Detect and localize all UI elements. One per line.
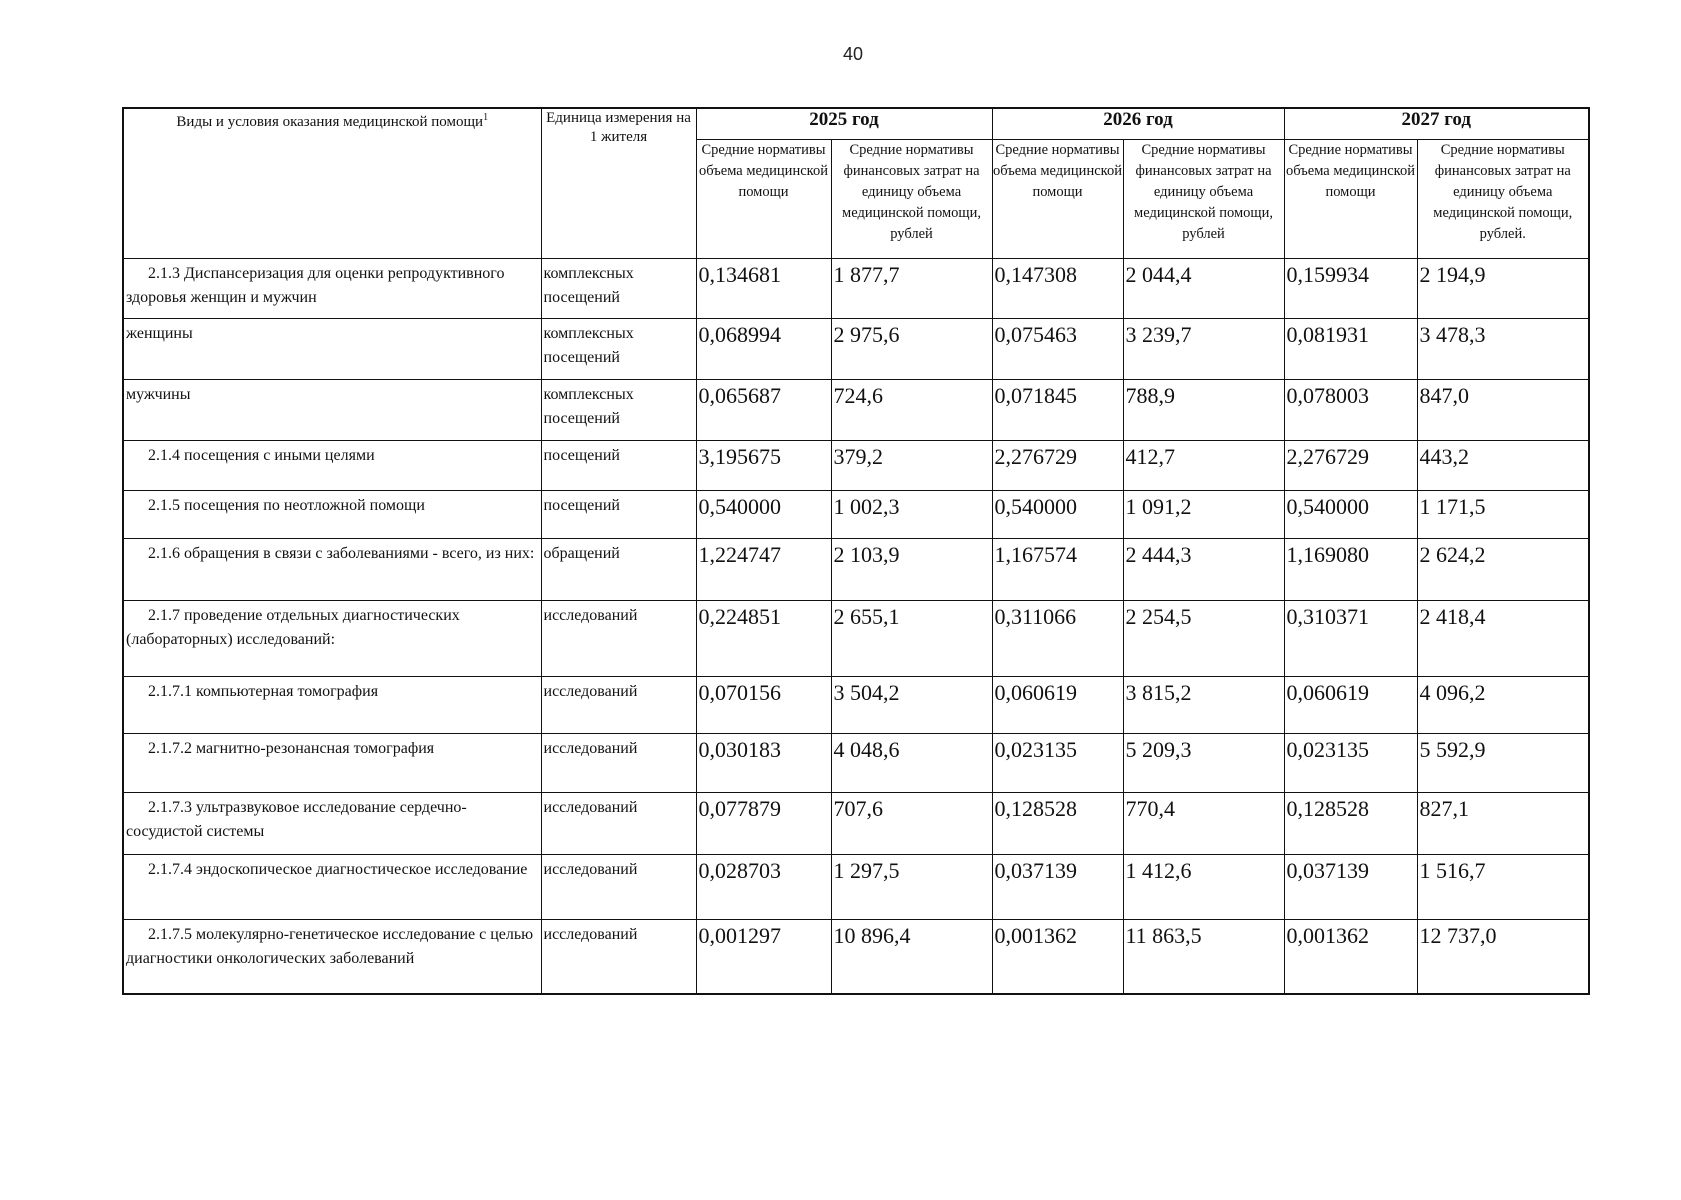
norms-table — [122, 107, 1590, 995]
row-unit: исследований — [541, 920, 696, 994]
header-service-text: Виды и условия оказания медицинской помощи — [176, 114, 484, 130]
cost-2027: 1 516,7 — [1417, 855, 1589, 920]
cost-2027: 847,0 — [1417, 380, 1589, 441]
row-service-cell — [123, 601, 541, 677]
volume-2025: 0,070156 — [696, 677, 831, 734]
cost-2025: 4 048,6 — [831, 734, 992, 793]
volume-2026: 0,071845 — [992, 380, 1123, 441]
cost-2026: 2 044,4 — [1123, 259, 1284, 319]
page-number: 40 — [842, 44, 864, 64]
cost-2027: 4 096,2 — [1417, 677, 1589, 734]
volume-2025: 0,540000 — [696, 491, 831, 539]
row-service-cell — [123, 793, 541, 855]
table-row — [123, 601, 1589, 677]
cost-2027: 2 624,2 — [1417, 539, 1589, 601]
row-service-label: 2.1.7.3 ультразвуковое исследование сердечно-сосудистой системы — [126, 799, 467, 840]
table-row — [123, 259, 1589, 319]
header-service-footnote: 1 — [483, 112, 489, 123]
cost-2026: 3 815,2 — [1123, 677, 1284, 734]
cost-2025: 1 297,5 — [831, 855, 992, 920]
volume-2027: 0,001362 — [1284, 920, 1417, 994]
row-service-cell — [123, 319, 541, 380]
cost-2026: 5 209,3 — [1123, 734, 1284, 793]
row-service-label: 2.1.7.1 компьютерная томография — [148, 683, 379, 700]
volume-2025: 0,134681 — [696, 259, 831, 319]
volume-2025: 0,001297 — [696, 920, 831, 994]
row-service-label: 2.1.6 обращения в связи с заболеваниями - всего, из них: — [148, 545, 535, 562]
header-unit: Единица измерения на 1 жителя — [541, 108, 696, 259]
table-row — [123, 793, 1589, 855]
cost-2026: 2 254,5 — [1123, 601, 1284, 677]
row-unit: комплексных посещений — [541, 380, 696, 441]
volume-2027: 1,169080 — [1284, 539, 1417, 601]
row-service-label: 2.1.4 посещения с иными целями — [148, 447, 375, 464]
row-service-label: 2.1.7 проведение отдельных диагностических (лабораторных) исследований: — [126, 607, 460, 648]
row-service-cell — [123, 539, 541, 601]
row-service-cell — [123, 734, 541, 793]
header-cost-2026: Средние нормативы финансовых затрат на единицу объема медицинской помощи, рублей — [1123, 140, 1284, 259]
row-service-label: 2.1.7.2 магнитно-резонансная томография — [148, 740, 435, 757]
cost-2026: 788,9 — [1123, 380, 1284, 441]
header-year-2026: 2026 год — [992, 108, 1284, 140]
cost-2026: 3 239,7 — [1123, 319, 1284, 380]
volume-2025: 3,195675 — [696, 441, 831, 491]
row-service-label: 2.1.7.5 молекулярно-генетическое исследование с целью диагностики онкологических заболеваний — [126, 926, 534, 967]
row-service-label: 2.1.5 посещения по неотложной помощи — [148, 497, 425, 514]
volume-2027: 0,540000 — [1284, 491, 1417, 539]
cost-2026: 11 863,5 — [1123, 920, 1284, 994]
header-volume-2027: Средние нормативы объема медицинской помощи — [1284, 140, 1417, 259]
header-volume-2025: Средние нормативы объема медицинской помощи — [696, 140, 831, 259]
cost-2026: 770,4 — [1123, 793, 1284, 855]
table-row — [123, 491, 1589, 539]
cost-2026: 2 444,3 — [1123, 539, 1284, 601]
volume-2026: 0,128528 — [992, 793, 1123, 855]
row-service-label: женщины — [126, 325, 193, 342]
volume-2026: 0,001362 — [992, 920, 1123, 994]
volume-2027: 0,023135 — [1284, 734, 1417, 793]
row-unit: посещений — [541, 491, 696, 539]
row-unit: посещений — [541, 441, 696, 491]
table-row — [123, 380, 1589, 441]
volume-2026: 0,540000 — [992, 491, 1123, 539]
table-row — [123, 734, 1589, 793]
volume-2026: 0,060619 — [992, 677, 1123, 734]
volume-2027: 0,037139 — [1284, 855, 1417, 920]
volume-2027: 0,310371 — [1284, 601, 1417, 677]
volume-2027: 0,060619 — [1284, 677, 1417, 734]
header-volume-2026: Средние нормативы объема медицинской помощи — [992, 140, 1123, 259]
volume-2027: 2,276729 — [1284, 441, 1417, 491]
cost-2026: 412,7 — [1123, 441, 1284, 491]
cost-2026: 1 091,2 — [1123, 491, 1284, 539]
cost-2025: 2 975,6 — [831, 319, 992, 380]
cost-2025: 1 877,7 — [831, 259, 992, 319]
row-service-cell — [123, 441, 541, 491]
volume-2026: 0,147308 — [992, 259, 1123, 319]
cost-2027: 827,1 — [1417, 793, 1589, 855]
header-year-2025: 2025 год — [696, 108, 992, 140]
volume-2026: 0,075463 — [992, 319, 1123, 380]
row-service-cell — [123, 677, 541, 734]
header-year-2027: 2027 год — [1284, 108, 1589, 140]
table-row — [123, 441, 1589, 491]
header-service — [123, 108, 541, 259]
cost-2025: 3 504,2 — [831, 677, 992, 734]
cost-2027: 443,2 — [1417, 441, 1589, 491]
volume-2026: 2,276729 — [992, 441, 1123, 491]
row-service-cell — [123, 855, 541, 920]
volume-2026: 0,037139 — [992, 855, 1123, 920]
row-service-label: 2.1.7.4 эндоскопическое диагностическое исследование — [148, 861, 528, 878]
row-unit: комплексных посещений — [541, 319, 696, 380]
cost-2027: 1 171,5 — [1417, 491, 1589, 539]
row-unit: исследований — [541, 734, 696, 793]
cost-2025: 10 896,4 — [831, 920, 992, 994]
volume-2027: 0,081931 — [1284, 319, 1417, 380]
cost-2025: 379,2 — [831, 441, 992, 491]
row-service-cell — [123, 259, 541, 319]
volume-2026: 0,023135 — [992, 734, 1123, 793]
volume-2026: 1,167574 — [992, 539, 1123, 601]
row-unit: комплексных посещений — [541, 259, 696, 319]
table-row — [123, 319, 1589, 380]
table-row — [123, 920, 1589, 994]
header-cost-2025: Средние нормативы финансовых затрат на единицу объема медицинской помощи, рублей — [831, 140, 992, 259]
row-service-cell — [123, 380, 541, 441]
header-cost-2027: Средние нормативы финансовых затрат на единицу объема медицинской помощи, рублей. — [1417, 140, 1589, 259]
volume-2027: 0,078003 — [1284, 380, 1417, 441]
table-row — [123, 539, 1589, 601]
row-unit: исследований — [541, 855, 696, 920]
row-unit: исследований — [541, 793, 696, 855]
cost-2027: 2 194,9 — [1417, 259, 1589, 319]
volume-2025: 0,068994 — [696, 319, 831, 380]
cost-2026: 1 412,6 — [1123, 855, 1284, 920]
cost-2025: 2 655,1 — [831, 601, 992, 677]
volume-2025: 0,224851 — [696, 601, 831, 677]
cost-2025: 2 103,9 — [831, 539, 992, 601]
cost-2027: 2 418,4 — [1417, 601, 1589, 677]
volume-2025: 0,028703 — [696, 855, 831, 920]
row-unit: исследований — [541, 601, 696, 677]
table-row — [123, 855, 1589, 920]
volume-2025: 0,065687 — [696, 380, 831, 441]
row-service-cell — [123, 491, 541, 539]
row-service-label: 2.1.3 Диспансеризация для оценки репродуктивного здоровья женщин и мужчин — [126, 265, 505, 306]
cost-2025: 1 002,3 — [831, 491, 992, 539]
row-service-cell — [123, 920, 541, 994]
cost-2025: 724,6 — [831, 380, 992, 441]
cost-2027: 3 478,3 — [1417, 319, 1589, 380]
volume-2025: 1,224747 — [696, 539, 831, 601]
volume-2025: 0,077879 — [696, 793, 831, 855]
cost-2027: 12 737,0 — [1417, 920, 1589, 994]
cost-2027: 5 592,9 — [1417, 734, 1589, 793]
row-unit: исследований — [541, 677, 696, 734]
cost-2025: 707,6 — [831, 793, 992, 855]
volume-2027: 0,128528 — [1284, 793, 1417, 855]
volume-2025: 0,030183 — [696, 734, 831, 793]
volume-2026: 0,311066 — [992, 601, 1123, 677]
volume-2027: 0,159934 — [1284, 259, 1417, 319]
table-row — [123, 677, 1589, 734]
row-service-label: мужчины — [126, 386, 191, 403]
row-unit: обращений — [541, 539, 696, 601]
